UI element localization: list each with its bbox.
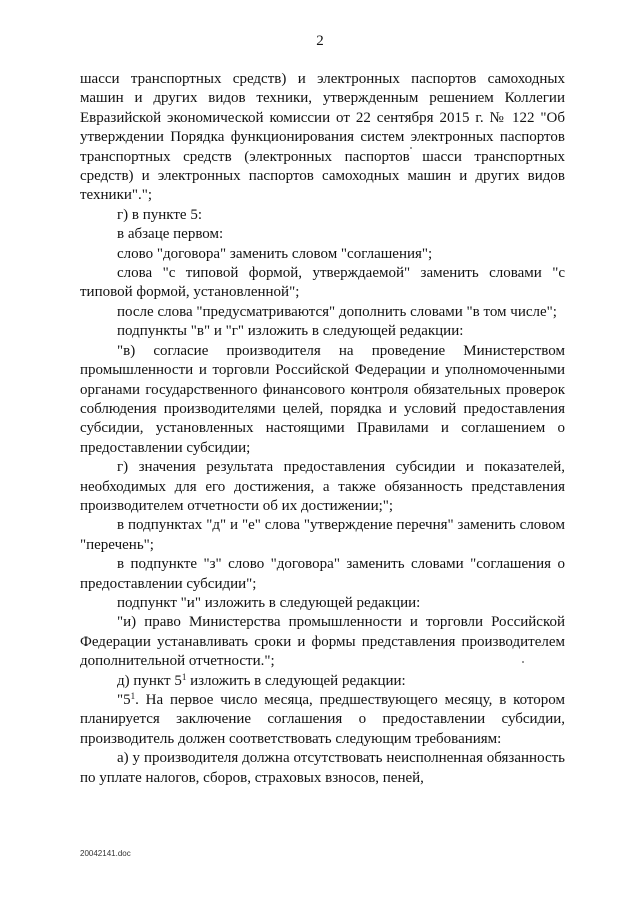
paragraph: "в) согласие производителя на проведение Министерством промышленности и торговли Российской Федерации и уполномоченными органами государственного финансового контроля обязательных проверок соблюдения производителями целей, порядка и условий предоставления субсидии, установленных настоящими Правилами и соглашением о предоставлении субсидии; <box>80 342 565 456</box>
paragraph: слова "с типовой формой, утверждаемой" заменить словами "с типовой формой, установленной"; <box>80 265 565 301</box>
paragraph: а) у производителя должна отсутствовать неисполненная обязанность по уплате налогов, сборов, страховых взносов, пеней, <box>80 750 565 786</box>
paragraph: после слова "предусматриваются" дополнить словами "в том числе"; <box>117 303 557 320</box>
paragraph: г) в пункте 5: <box>117 206 203 223</box>
item-5-1-superscript: 1 <box>130 691 136 701</box>
paragraph: "и) право Министерства промышленности и торговли Российской Федерации устанавливать сроки и формы представления производителем дополнительной отчетности."; <box>80 614 565 670</box>
paragraph: подпункты "в" и "г" изложить в следующей редакции: <box>117 323 464 340</box>
paragraph-item-5-1 <box>80 691 565 749</box>
document-body <box>80 70 565 788</box>
paragraph: в подпункте "з" слово "договора" заменить словами "соглашения о предоставлении субсидии"; <box>80 556 565 592</box>
item-d-superscript: 1 <box>181 671 187 682</box>
item-5-1-before: "5 <box>117 692 131 708</box>
page-number: 2 <box>316 33 324 49</box>
paragraph-item-d <box>80 672 565 691</box>
item-d-after: изложить в следующей редакции: <box>186 672 406 689</box>
item-d-before: д) пункт 5 <box>117 672 182 689</box>
scan-speck <box>522 661 524 663</box>
paragraph: г) значения результата предоставления субсидии и показателей, необходимых для его достижения, а также обязанность представления производителем отчетности об их достижении;"; <box>80 459 565 514</box>
paragraph: слово "договора" заменить словом "соглашения"; <box>117 245 433 262</box>
paragraph: шасси транспортных средств) и электронных паспортов самоходных машин и других видов техники, утвержденным решением Коллегии Евразийской экономической комиссии от 22 сентября 2015 г. № 122 "Об утверждении Порядка функционирования систем электронных паспортов транспортных средств (электронных паспортов шасси транспортных средств) и электронных паспортов самоходных машин и других видов техники"."; <box>80 71 565 204</box>
scan-speck <box>410 147 412 149</box>
item-5-1-after: . На первое число месяца, предшествующего месяцу, в котором планируется заключение соглашения о предоставлении субсидии, производитель должен соответствовать следующим требованиям: <box>80 692 565 747</box>
paragraph: подпункт "и" изложить в следующей редакции: <box>117 594 421 611</box>
paragraph: в абзаце первом: <box>117 226 224 243</box>
footer-file-name: 20042141.doc <box>80 849 131 858</box>
paragraph: в подпунктах "д" и "е" слова "утверждение перечня" заменить словом "перечень"; <box>80 517 565 553</box>
